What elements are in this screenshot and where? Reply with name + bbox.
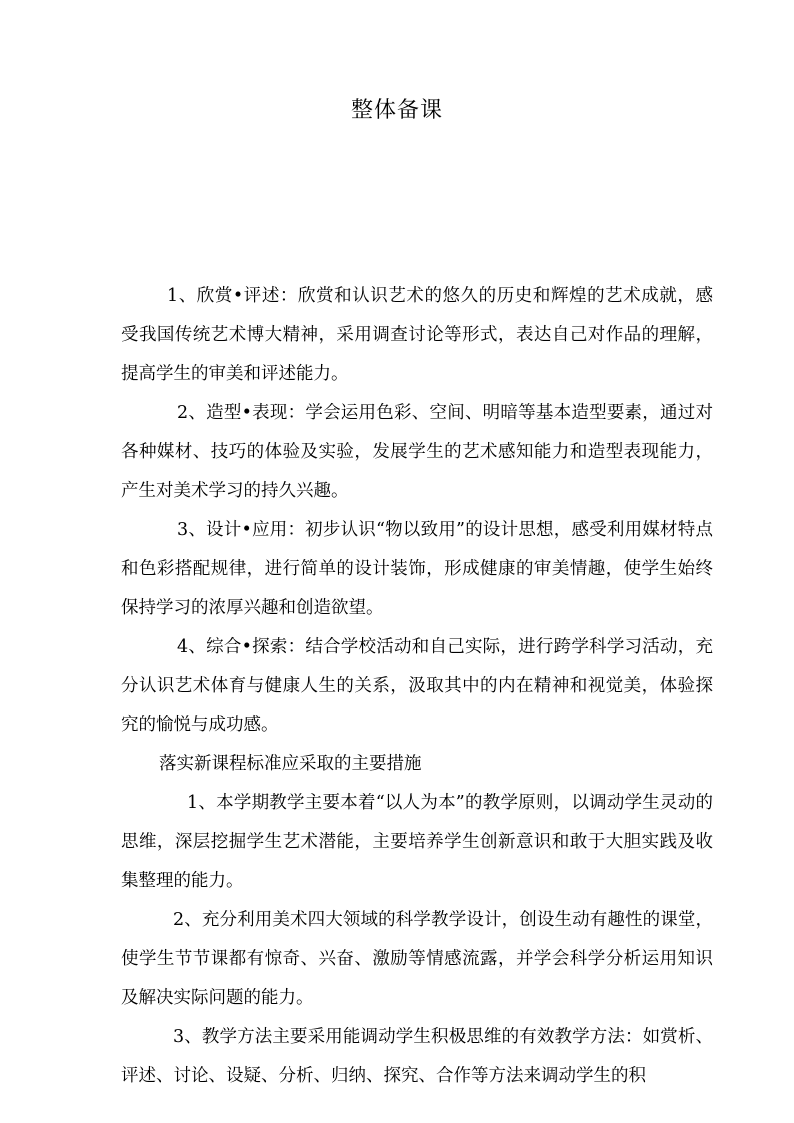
- paragraph-measure-2: 2、充分利用美术四大领域的科学教学设计，创设生动有趣性的课堂，使学生节节课都有惊奇、兴奋、激励等情感流露，并学会科学分析运用知识及解决实际问题的能力。: [121, 910, 713, 1008]
- paragraph-modeling-expression: 2、造型•表现：学会运用色彩、空间、明暗等基本造型要素，通过对各种媒材、技巧的体验及实验，发展学生的艺术感知能力和造型表现能力，产生对美术学习的持久兴趣。: [121, 403, 713, 501]
- paragraph-measure-3: 3、教学方法主要采用能调动学生积极思维的有效教学方法：如赏析、评述、讨论、设疑、分析、归纳、探究、合作等方法来调动学生的积: [121, 1027, 713, 1086]
- page-title: 整体备课: [350, 98, 443, 123]
- section-heading-measures: 落实新课程标准应采取的主要措施: [159, 754, 422, 774]
- paragraph-design-application: 3、设计•应用：初步认识“物以致用”的设计思想，感受利用媒材特点和色彩搭配规律，进行简单的设计装饰，形成健康的审美情趣，使学生始终保持学习的浓厚兴趣和创造欲望。: [121, 520, 713, 618]
- paragraph-comprehensive-exploration: 4、综合•探索：结合学校活动和自己实际，进行跨学科学习活动，充分认识艺术体育与健康人生的关系，汲取其中的内在精神和视觉美，体验探究的愉悦与成功感。: [121, 637, 713, 735]
- paragraph-measure-1: 1、本学期教学主要本着“以人为本”的教学原则，以调动学生灵动的思维，深层挖掘学生艺术潜能，主要培养学生创新意识和敢于大胆实践及收集整理的能力。: [121, 793, 713, 891]
- paragraph-appreciation-review: 1、欣赏•评述：欣赏和认识艺术的悠久的历史和辉煌的艺术成就，感受我国传统艺术博大精神，采用调查讨论等形式，表达自己对作品的理解，提高学生的审美和评述能力。: [121, 286, 713, 384]
- document-body: [121, 277, 713, 1096]
